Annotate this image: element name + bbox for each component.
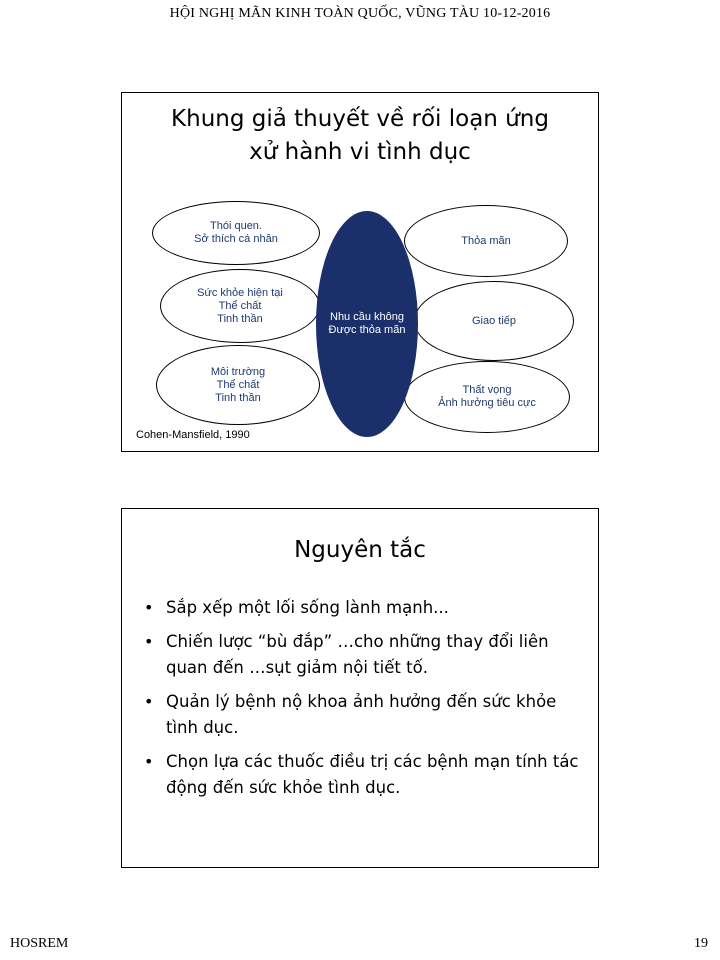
footer-organization: HOSREM bbox=[10, 936, 69, 951]
ellipse-line: Giao tiếp bbox=[471, 314, 517, 327]
bullet-text: Sắp xếp một lối sống lành mạnh... bbox=[166, 598, 449, 617]
ellipse-line: Thất vọng bbox=[462, 384, 512, 396]
ellipse-line: Sở thích cá nhân bbox=[194, 233, 278, 245]
ellipse-line: Thỏa mãn bbox=[461, 234, 511, 247]
slide-title: Nguyên tắc bbox=[294, 537, 426, 563]
ellipse-line: Thể chất bbox=[218, 299, 262, 312]
center-line: Nhu cầu không bbox=[330, 311, 404, 323]
bullet-dot-icon: • bbox=[144, 752, 154, 771]
center-line: Được thỏa mãn bbox=[328, 324, 406, 336]
ellipse-line: Thể chất bbox=[216, 378, 260, 391]
bullet-dot-icon: • bbox=[144, 692, 154, 711]
bullet-item bbox=[140, 595, 580, 621]
bullet-list bbox=[140, 595, 580, 809]
page-header: HỘI NGHỊ MÃN KINH TOÀN QUỐC, VŨNG TÀU 10-12-2016 bbox=[169, 6, 551, 21]
title-line-1: Khung giả thuyết về rối loạn ứng bbox=[171, 106, 549, 132]
ellipse-line: Tinh thần bbox=[215, 391, 261, 404]
bullet-dot-icon: • bbox=[144, 598, 154, 617]
ellipse-line: Ảnh hưởng tiêu cực bbox=[438, 397, 536, 409]
slide-principles bbox=[121, 508, 599, 868]
ellipse-line: Sức khỏe hiện tại bbox=[197, 286, 283, 299]
ellipse-line: Thói quen. bbox=[210, 220, 262, 232]
ellipse-communication bbox=[414, 281, 574, 361]
ellipse-line: Tinh thần bbox=[217, 312, 263, 325]
ellipse-current-health bbox=[160, 269, 320, 343]
slide-hypothesis-framework bbox=[121, 92, 599, 452]
page-number: 19 bbox=[694, 936, 708, 951]
bullet-text: Chiến lược “bù đắp” …cho những thay đổi liên quan đến …sụt giảm nội tiết tố. bbox=[166, 632, 549, 677]
bullet-item bbox=[140, 629, 580, 681]
ellipse-line: Môi trường bbox=[210, 365, 266, 378]
bullet-text: Quản lý bệnh nộ khoa ảnh hưởng đến sức khỏe tình dục. bbox=[166, 692, 557, 737]
title-line-2: xử hành vi tình dục bbox=[249, 139, 471, 165]
bullet-item bbox=[140, 689, 580, 741]
center-unmet-needs bbox=[316, 211, 418, 437]
slide-title bbox=[122, 103, 598, 169]
bullet-text: Chọn lựa các thuốc điều trị các bệnh mạn tính tác động đến sức khỏe tình dục. bbox=[166, 752, 579, 797]
ellipse-environment bbox=[156, 345, 320, 425]
ellipse-satisfaction bbox=[404, 205, 568, 277]
ellipse-frustration bbox=[404, 361, 570, 433]
bullet-item bbox=[140, 749, 580, 801]
bullet-dot-icon: • bbox=[144, 632, 154, 651]
citation: Cohen-Mansfield, 1990 bbox=[136, 429, 250, 441]
ellipse-habits bbox=[152, 201, 320, 265]
